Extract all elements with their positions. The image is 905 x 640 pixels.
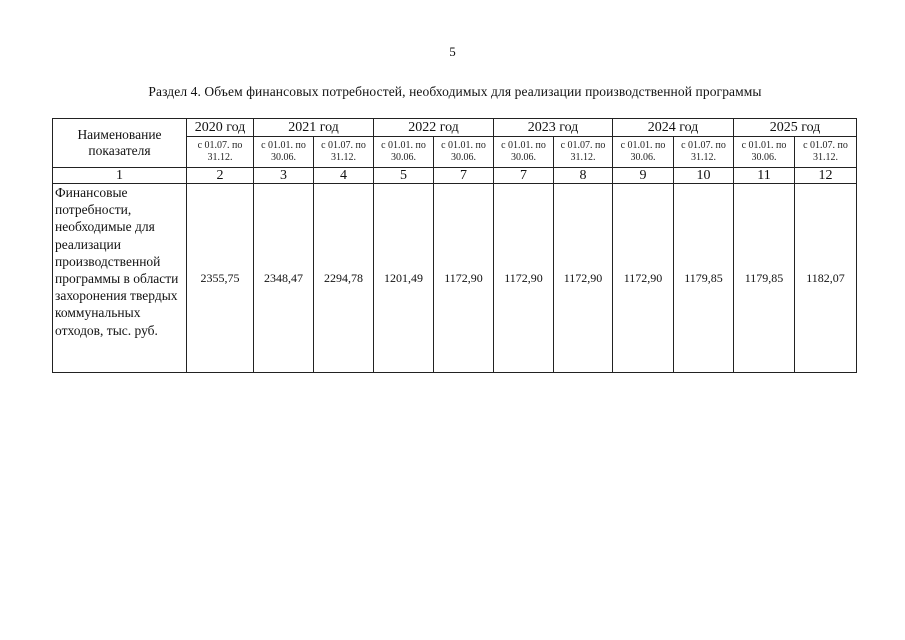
name-column-header: Наименование показателя: [53, 119, 187, 168]
year-header-2021: 2021 год: [254, 119, 374, 137]
column-number: 7: [494, 168, 554, 184]
period-header: с 01.01. по 30.06.: [434, 137, 494, 168]
column-number: 5: [374, 168, 434, 184]
year-header-2020: 2020 год: [187, 119, 254, 137]
section-title: Раздел 4. Объем финансовых потребностей, необходимых для реализации производственной программы: [148, 84, 762, 99]
value-cell: 1172,90: [554, 184, 613, 373]
period-header: с 01.07. по 31.12.: [187, 137, 254, 168]
period-header: с 01.01. по 30.06.: [734, 137, 795, 168]
value-cell: 2294,78: [314, 184, 374, 373]
period-header: с 01.01. по 30.06.: [254, 137, 314, 168]
year-header-2022: 2022 год: [374, 119, 494, 137]
year-header-2023: 2023 год: [494, 119, 613, 137]
period-header: с 01.01. по 30.06.: [494, 137, 554, 168]
column-number: 8: [554, 168, 613, 184]
column-number-row: [53, 168, 857, 184]
table-row: [53, 184, 857, 373]
year-header-row: [53, 119, 857, 137]
column-number: 12: [795, 168, 857, 184]
value-cell: 1172,90: [494, 184, 554, 373]
column-number: 7: [434, 168, 494, 184]
value-cell: 1179,85: [734, 184, 795, 373]
column-number: 2: [187, 168, 254, 184]
indicator-name: Финансовые потребности, необходимые для реализации производственной программы в области захоронения твердых коммунальных отходов, тыс. руб.: [53, 184, 187, 373]
year-header-2024: 2024 год: [613, 119, 734, 137]
financial-needs-table: [52, 118, 857, 373]
column-number: 4: [314, 168, 374, 184]
value-cell: 1172,90: [613, 184, 674, 373]
period-header: с 01.01. по 30.06.: [374, 137, 434, 168]
column-number: 1: [53, 168, 187, 184]
value-cell: 1172,90: [434, 184, 494, 373]
column-number: 11: [734, 168, 795, 184]
column-number: 10: [674, 168, 734, 184]
period-header: с 01.07. по 31.12.: [795, 137, 857, 168]
year-header-2025: 2025 год: [734, 119, 857, 137]
value-cell: 2355,75: [187, 184, 254, 373]
value-cell: 1201,49: [374, 184, 434, 373]
period-header: с 01.01. по 30.06.: [613, 137, 674, 168]
period-header: с 01.07. по 31.12.: [554, 137, 613, 168]
period-header: с 01.07. по 31.12.: [674, 137, 734, 168]
period-header: с 01.07. по 31.12.: [314, 137, 374, 168]
value-cell: 2348,47: [254, 184, 314, 373]
value-cell: 1182,07: [795, 184, 857, 373]
value-cell: 1179,85: [674, 184, 734, 373]
column-number: 9: [613, 168, 674, 184]
column-number: 3: [254, 168, 314, 184]
page-number: 5: [449, 44, 456, 59]
